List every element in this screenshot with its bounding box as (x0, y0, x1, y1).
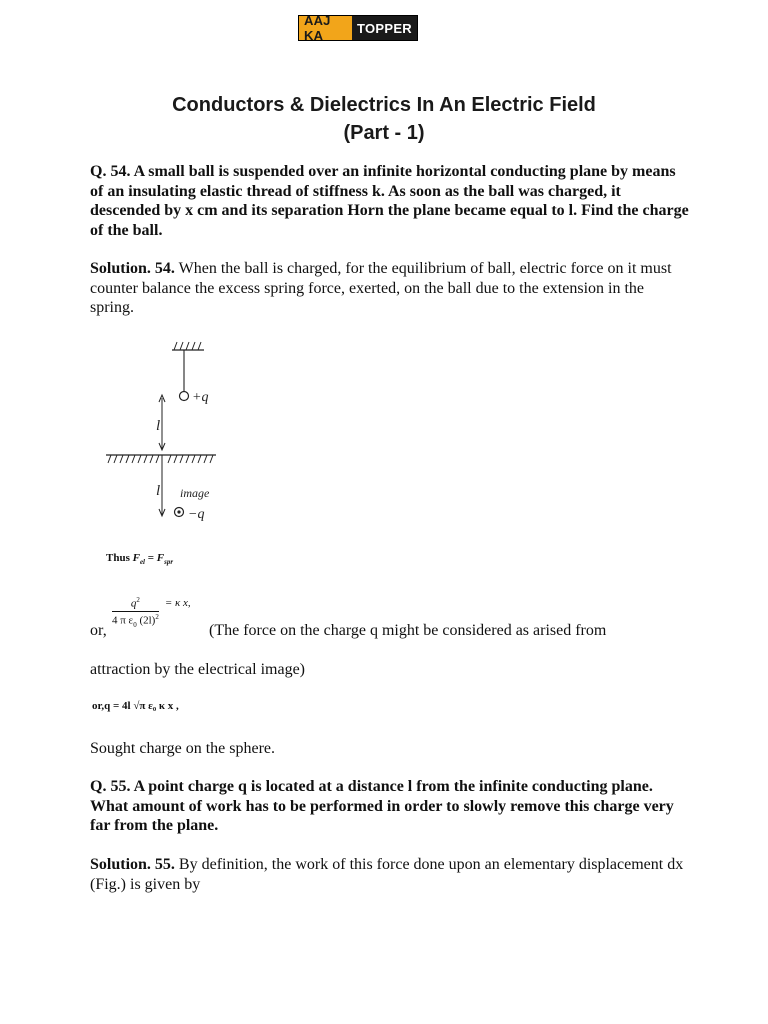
eq1-f-el: $F_{el}$ (132, 552, 146, 567)
image-charge-dot (177, 510, 180, 513)
page-title: Conductors & Dielectrics In An Electric Field (172, 94, 596, 116)
question-55-text: A point charge q is located at a distance l from the infinite conducting plane. What amount of work has to be performed in order to slowly remove this charge very far from the plane. (90, 778, 674, 834)
solution-55-label: Solution. 55. (90, 856, 175, 873)
solution-54 (90, 259, 690, 318)
question-55 (90, 777, 690, 836)
equation-note-continued: attraction by the electrical image) (90, 661, 305, 678)
brand-logo (298, 15, 418, 41)
solution-55-text: By definition, the work of this force done upon an elementary displacement dx (Fig.) is given by (90, 856, 684, 893)
eq2-numerator: $q^2$ (130, 596, 140, 610)
sought-charge-text: Sought charge on the sphere. (90, 740, 275, 757)
ball-charge (180, 392, 189, 401)
question-54 (90, 162, 690, 240)
question-54-label: Q. 54. (90, 163, 131, 180)
lower-l-label: l (156, 483, 161, 499)
plus-q-label: +q (192, 390, 209, 405)
plane-hatch (108, 455, 213, 463)
eq1-f-spr: $F_{spr}$ (156, 552, 174, 567)
equation-force-balance (106, 552, 173, 566)
solution-54-label: Solution. 54. (90, 260, 175, 277)
equation-charge-result: or,q = 4l √π ε₀ κ x , (92, 700, 179, 712)
question-54-text: A small ball is suspended over an infinite horizontal conducting plane by means of an insulating elastic thread of stiffness k. As soon as the ball was charged, it descended by x cm and its separation Horn the plane became equal to l. Find the charge of the ball. (90, 163, 689, 239)
upper-l-label: l (156, 418, 161, 434)
logo-part-1: AAJ KA (299, 16, 352, 40)
eq1-equals: = (147, 552, 155, 564)
solution-54-text: When the ball is charged, for the equilibrium of ball, electric force on it must counter balance the excess spring force, exerted, on the ball due to the extension in the spring. (90, 260, 672, 316)
eq2-rhs: = κ x, (164, 597, 191, 610)
minus-q-label: −q (188, 507, 205, 522)
page-subtitle: (Part - 1) (343, 122, 425, 144)
ceiling-hatch (174, 342, 201, 350)
logo-part-2: TOPPER (356, 20, 412, 36)
solution-55 (90, 855, 690, 894)
image-label: image (180, 486, 210, 500)
image-charge-figure (100, 338, 230, 528)
eq2-denominator: 4 π $\varepsilon_0$ $(2l)^2$ (112, 612, 159, 629)
eq1-thus: Thus (106, 552, 130, 564)
equation-coulomb-fraction (112, 596, 191, 629)
equation-or-prefix: or, (90, 622, 107, 639)
equation-note: (The force on the charge q might be considered as arised from (209, 622, 607, 639)
question-55-label: Q. 55. (90, 778, 131, 795)
